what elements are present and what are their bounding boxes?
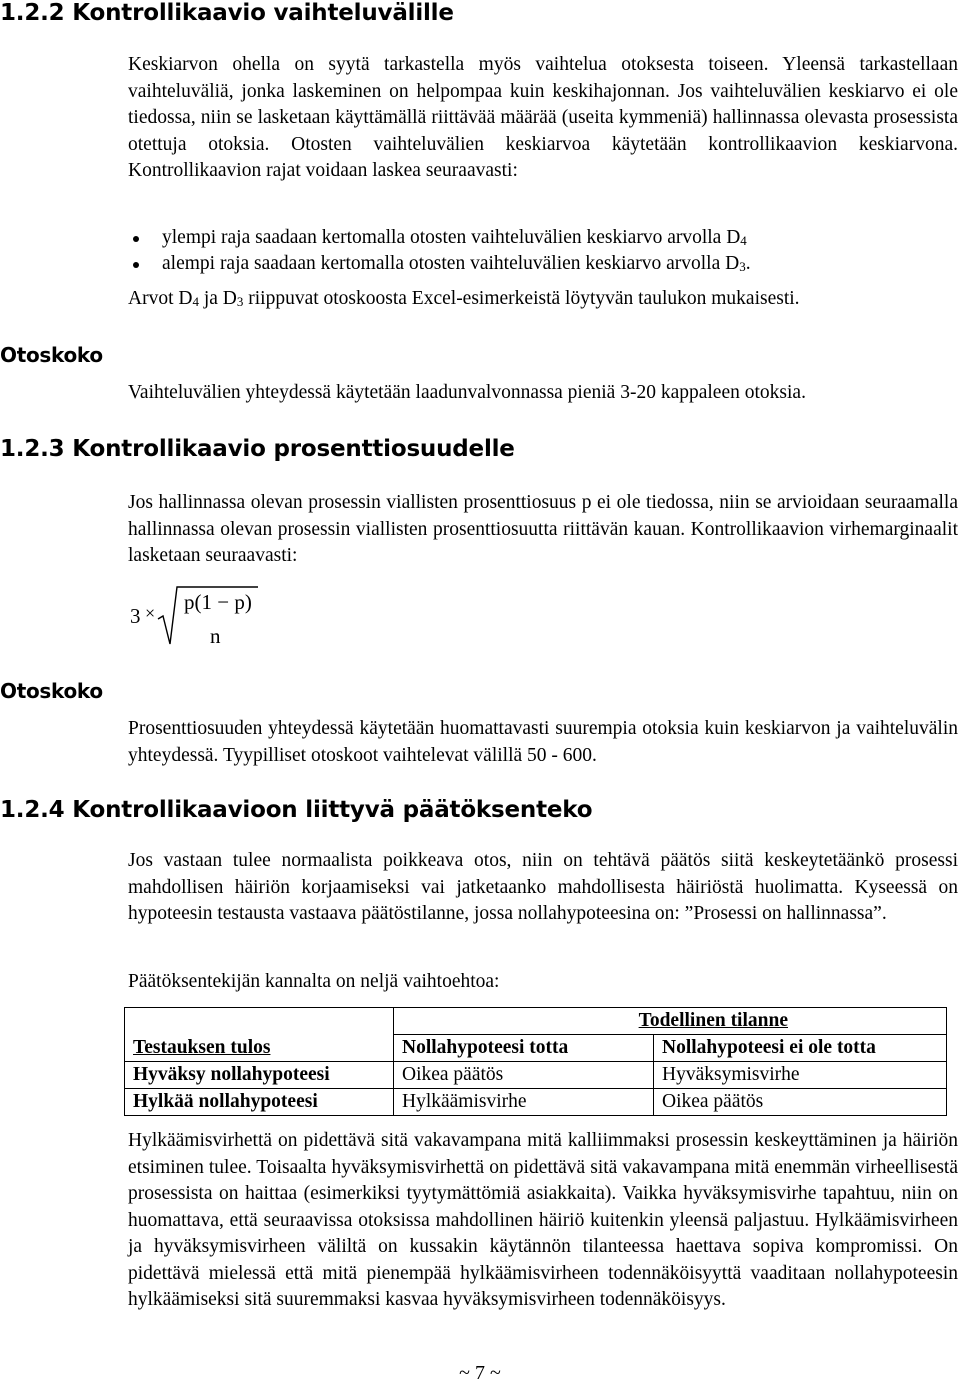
paragraph-error-tradeoff: Hylkäämisvirhettä on pidettävä sitä vakavampana mitä kalliimmaksi prosessin keskeyttäminen ja häiriön etsiminen tulee. Toisaalta hyväksymisvirhettä on pidettävä sitä vakavampana mitä enemmän virheellisestä prosessista on haittaa (esimerkiksi tyytymättömiä asiakkaita). Vaikka hyväksymisvirhe tapahtuu, niin on huomattava, että seuraavissa otoksissa mahdollinen häiriö kuitenkin yleensä paljastuu. Hylkäämisvirheen ja hyväksymisvirheen väliltä on kussakin käytännön tilanteessa haettava sopiva kompromissi. On pidettävä mielessä että mitä pienempää hylkäämisvirheen todennäköisyyttä vaaditaan nollahypoteesin hylkäämiseksi sitä suuremmaksi kasvaa hyväksymisvirheen todennäköisyys. (128, 1130, 958, 1310)
table-header-cell: Nollahypoteesi totta (394, 1035, 654, 1062)
paragraph-text: Keskiarvon ohella on syytä tarkastella myös vaihtelua otoksesta toiseen. Yleensä tarkastellaan vaihteluväliä, jonka laskeminen on helpompaa kuin keskihajonnan. Jos vaihteluvälien keskiarvo ei ole tiedossa, niin se lasketaan käyttämällä riittävää määrää (useita kymmeniä) hallinnassa olevasta prosessista otettuja otoksia. Otosten vaihteluvälien keskiarvoa käytetään kontrollikaavion keskiarvona. Kontrollikaavion rajat voidaan laskea seuraavasti: (128, 54, 958, 181)
table-header-cell: Nollahypoteesi ei ole totta (654, 1035, 947, 1062)
section-heading-1-2-4: 1.2.4 Kontrollikaavioon liittyvä päätöksenteko (0, 797, 593, 823)
table-row (125, 1062, 947, 1089)
formula-denominator: n (210, 624, 221, 648)
table-header-cell: Testauksen tulos (125, 1035, 394, 1062)
bullet-dot-icon (133, 262, 139, 268)
table-cell: Hylkää nollahypoteesi (125, 1089, 394, 1116)
paragraph-percentage-chart-intro: Jos hallinnassa olevan prosessin viallisten prosenttiosuus p ei ole tiedossa, niin se arvioidaan seuraamalla hallinnassa olevan prosessin viallisten prosenttiosuutta riittävän kauan. Kontrollikaavion virhemarginaalit lasketaan seuraavasti: (128, 492, 958, 566)
sample-size-note: Vaihteluvälien yhteydessä käytetään laadunvalvonnassa pieniä 3-20 kappaleen otoksia. (128, 382, 806, 403)
section-heading-1-2-3: 1.2.3 Kontrollikaavio prosenttiosuudelle (0, 436, 515, 462)
table-cell: Hylkäämisvirhe (394, 1089, 654, 1116)
paragraph-range-chart-intro (128, 52, 958, 185)
formula-coefficient: 3 (130, 604, 141, 628)
decision-table (124, 1007, 947, 1116)
alternatives-intro: Päätöksentekijän kannalta on neljä vaihtoehtoa: (128, 971, 500, 992)
error-margin-formula (128, 578, 268, 650)
table-row (125, 1008, 947, 1035)
table-row (125, 1035, 947, 1062)
section-heading-1-2-2: 1.2.2 Kontrollikaavio vaihteluvälille (0, 0, 454, 26)
subscript: 4 (740, 233, 747, 248)
side-label-sample-size: Otoskoko (0, 343, 103, 367)
formula-numerator: p(1 − p) (184, 590, 252, 614)
bullet-text: alempi raja saadaan kertomalla otosten vaihteluvälien keskiarvo arvolla D (162, 253, 740, 274)
bullet-text: ylempi raja saadaan kertomalla otosten vaihteluvälien keskiarvo arvolla D (162, 227, 741, 248)
table-cell: Oikea päätös (394, 1062, 654, 1089)
table-cell: Oikea päätös (654, 1089, 947, 1116)
paragraph-decision-intro: Jos vastaan tulee normaalista poikkeava otos, niin on tehtävä päätös siitä keskeytetäänkö prosessi mahdollisen häiriön korjaamiseksi vai jatketaanko mahdollisesta häiriöstä huolimatta. Kyseessä on hypoteesin testausta vastaava päätöstilanne, jossa nollahypoteesina on: ”Prosessi on hallinnassa”. (128, 850, 958, 924)
table-row (125, 1089, 947, 1116)
subscript: 3 (739, 259, 746, 274)
table-top-header: Todellinen tilanne (394, 1008, 947, 1035)
d-values-note: Arvot $D_4$ ja $D_3$ riippuvat otoskoosta Excel-esimerkeistä löytyvän taulukon mukaisesti. (128, 288, 800, 309)
side-label-sample-size: Otoskoko (0, 679, 103, 703)
bullet-dot-icon (133, 236, 139, 242)
page-number: ~ 7 ~ (459, 1362, 501, 1384)
table-cell: Hyväksy nollahypoteesi (125, 1062, 394, 1089)
table-cell: Hyväksymisvirhe (654, 1062, 947, 1089)
sample-size-note: Prosenttiosuuden yhteydessä käytetään huomattavasti suurempia otoksia kuin keskiarvon ja vaihteluvälin yhteydessä. Tyypilliset otoskoot vaihtelevat välillä 50 - 600. (128, 718, 958, 766)
times-icon: × (145, 603, 156, 623)
